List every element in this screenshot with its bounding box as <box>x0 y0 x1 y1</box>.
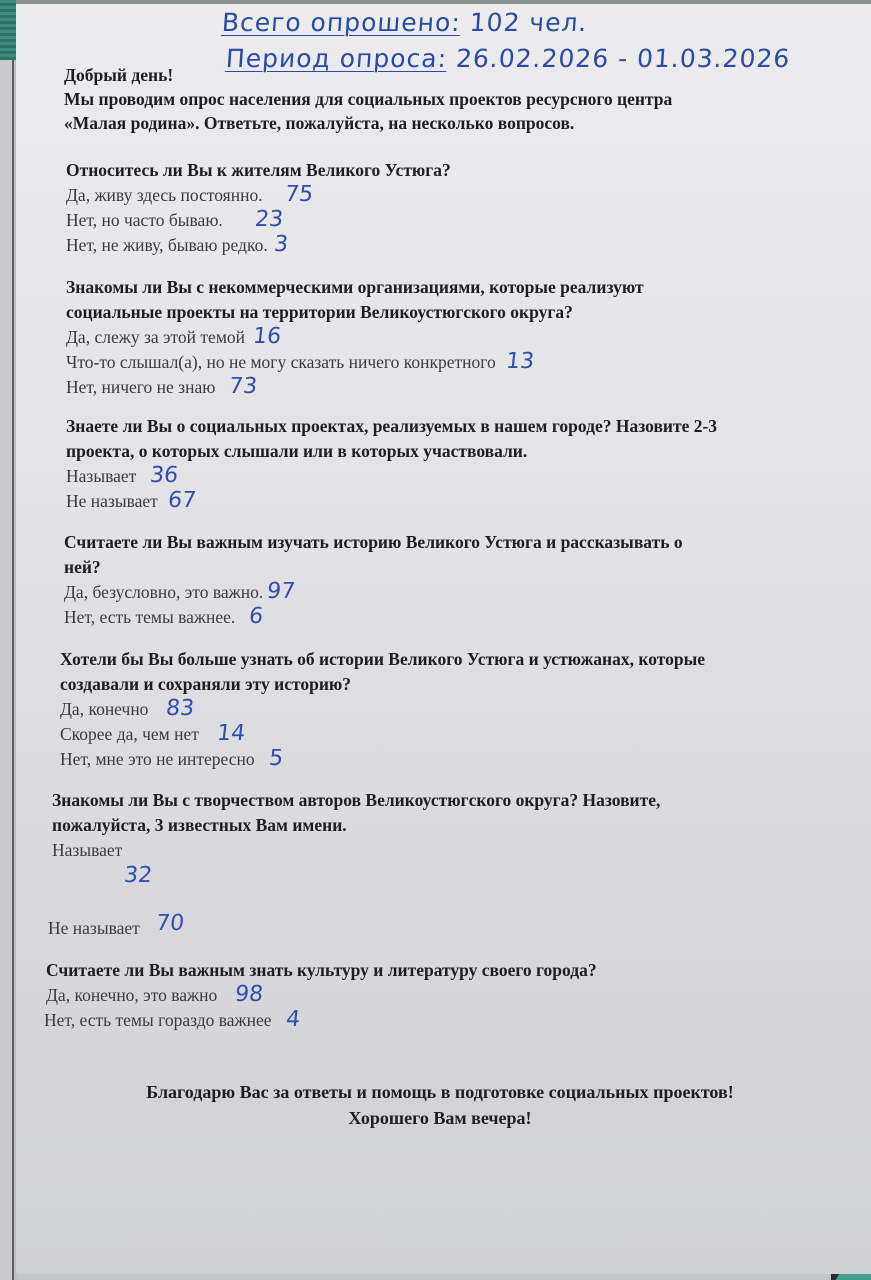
teal-object <box>0 0 16 62</box>
answer-count: 73 <box>228 374 259 399</box>
intro-line-1: Мы проводим опрос населения для социальных проектов ресурсного центра <box>64 89 673 109</box>
question-text: социальные проекты на территории Великоустюгского округа? <box>66 302 573 322</box>
question-1 <box>66 158 451 258</box>
question-3 <box>66 414 717 514</box>
answer-row <box>48 911 660 941</box>
handwritten-period <box>225 44 791 73</box>
question-text: Относитесь ли Вы к жителям Великого Устюга? <box>66 160 451 180</box>
total-value: 102 чел. <box>468 8 589 37</box>
answer-label: Да, безусловно, это важно. <box>64 582 264 602</box>
answer-row <box>60 722 705 747</box>
closing-line-1: Благодарю Вас за ответы и помощь в подготовке социальных проектов! <box>146 1082 734 1102</box>
question-text: Знаете ли Вы о социальных проектах, реализуемых в нашем городе? Назовите 2-3 <box>66 416 718 436</box>
question-text: ней? <box>64 557 101 577</box>
answer-label: Скорее да, чем нет <box>60 724 199 744</box>
answer-row <box>44 1008 597 1033</box>
answer-count: 98 <box>233 982 265 1007</box>
answer-row <box>66 233 451 258</box>
answer-row <box>66 350 644 375</box>
answer-row <box>66 325 644 350</box>
answer-count: 75 <box>283 182 314 207</box>
answer-count: 13 <box>504 349 536 374</box>
closing-line-2: Хорошего Вам вечера! <box>348 1108 532 1128</box>
answer-row <box>64 605 683 630</box>
answer-label: Нет, не живу, бываю редко. <box>66 235 268 255</box>
question-text: Считаете ли Вы важным изучать историю Великого Устюга и рассказывать о <box>64 532 683 552</box>
question-text: создавали и сохраняли эту историю? <box>60 674 352 694</box>
answer-label: Называет <box>66 466 137 486</box>
answer-row <box>66 464 717 489</box>
answer-count: 14 <box>215 721 247 746</box>
answer-label: Да, живу здесь постоянно. <box>66 185 263 205</box>
handwritten-total <box>221 8 589 37</box>
answer-count: 3 <box>272 232 290 257</box>
answer-count: 83 <box>165 696 196 721</box>
question-text: Знакомы ли Вы с творчеством авторов Великоустюгского округа? Назовите, <box>52 790 661 810</box>
question-5 <box>60 647 705 772</box>
answer-count: 4 <box>284 1007 301 1032</box>
answer-row <box>46 983 597 1008</box>
answer-count: 97 <box>265 579 297 604</box>
answer-count: 23 <box>253 207 285 232</box>
answer-count: 36 <box>149 463 180 488</box>
total-label: Всего опрошено: <box>220 8 462 37</box>
answer-count: 6 <box>247 604 265 629</box>
greeting: Добрый день! <box>64 65 174 85</box>
answer-label: Не называет <box>66 491 158 511</box>
answer-label: Нет, есть темы гораздо важнее <box>44 1010 272 1030</box>
question-2 <box>66 275 644 400</box>
answer-label: Называет <box>52 840 123 860</box>
answer-row <box>64 580 683 605</box>
question-7 <box>46 958 597 1033</box>
answer-row <box>66 489 717 514</box>
period-label: Период опроса: <box>224 44 449 73</box>
answer-count: 32 <box>123 863 154 888</box>
answer-label: Не называет <box>48 918 140 938</box>
answer-label: Нет, есть темы важнее. <box>64 607 236 627</box>
answer-label: Да, конечно <box>60 699 149 719</box>
question-text: Хотели бы Вы больше узнать об истории Великого Устюга и устюжанах, которые <box>60 649 706 669</box>
answer-row <box>60 697 705 722</box>
answer-count: 16 <box>251 324 283 349</box>
answer-row <box>66 375 644 400</box>
answer-label: Да, конечно, это важно <box>46 985 218 1005</box>
question-text: проекта, о которых слышали или в которых участвовали. <box>66 441 528 461</box>
answer-row <box>60 747 705 772</box>
answer-count: 67 <box>166 488 198 513</box>
question-text: Знакомы ли Вы с некоммерческими организациями, которые реализуют <box>66 277 644 297</box>
answer-count: 5 <box>267 746 284 771</box>
question-6 <box>48 788 661 941</box>
answer-count: 70 <box>154 911 186 936</box>
answer-row <box>66 183 451 208</box>
period-value: 26.02.2026 - 01.03.2026 <box>455 44 792 73</box>
question-text: Считаете ли Вы важным знать культуру и литературу своего города? <box>46 960 597 980</box>
answer-label: Нет, мне это не интересно <box>60 749 255 769</box>
answer-label: Да, слежу за этой темой <box>66 327 246 347</box>
question-text: пожалуйста, 3 известных Вам имени. <box>52 815 347 835</box>
answer-label: Нет, ничего не знаю <box>66 377 216 397</box>
intro-line-2: «Малая родина». Ответьте, пожалуйста, на несколько вопросов. <box>64 113 575 133</box>
answer-label: Нет, но часто бываю. <box>66 210 223 230</box>
answer-label: Что-то слышал(а), но не могу сказать ничего конкретного <box>66 352 496 372</box>
answer-row <box>66 208 451 233</box>
question-4 <box>64 530 683 630</box>
answer-row <box>52 838 660 898</box>
